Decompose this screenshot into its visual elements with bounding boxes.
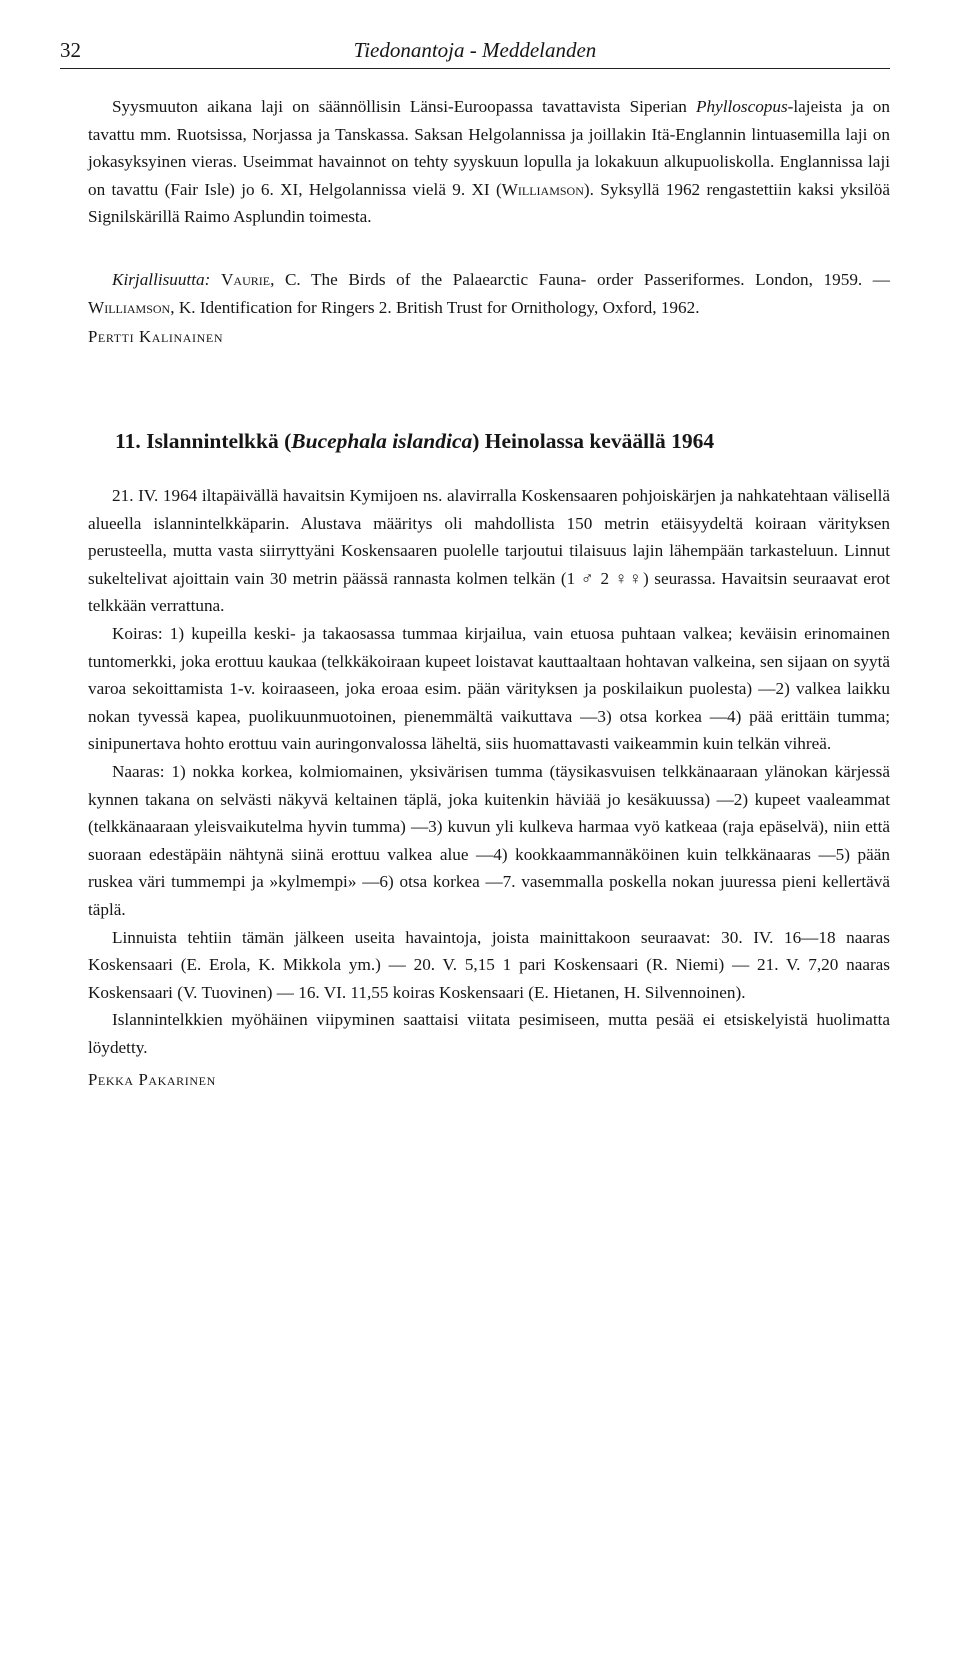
- article1-body-text-2: ). Syksyllä 1962 rengastettiin kaksi yksilöä Signilskärillä Raimo Asplundin toimesta.: [88, 179, 890, 227]
- genus-name: Phylloscopus: [696, 97, 788, 116]
- literature-ref-2: , K. Identification for Ringers 2. British Trust for Ornithology, Oxford, 1962.: [170, 297, 700, 317]
- running-title: Tiedonantoja - Meddelanden: [353, 38, 597, 62]
- literature-ref-1: , C. The Birds of the Palaearctic Fauna- order Passeriformes. London, 1959. —: [270, 270, 890, 289]
- article2-title-pre: Islannintelkkä (: [146, 429, 292, 453]
- page-number: 32: [60, 38, 81, 62]
- article2-author: Pekka Pakarinen: [88, 1070, 216, 1090]
- article2-title: [115, 429, 714, 454]
- article1-body-text: -lajeista ja on tavattu mm. Ruotsissa, Norjassa ja Tanskassa. Saksan Helgolannissa ja joillakin Itä-Englannin lintuasemilla laji on jokasyksyinen vieras. Useimmat havainnot on tehty syyskuun lopulla ja lokakuun alkupuoliskolla. Englannissa laji on tavattu (Fair Isle) jo 6. XI, Helgolannissa vielä 9. XI (: [88, 97, 890, 199]
- literature-paragraph: [88, 266, 890, 321]
- page-header: [60, 34, 890, 69]
- literature-block: [88, 266, 890, 351]
- article1-lead: Syysmuuton aikana laji on säännöllisin Länsi-Euroopassa tavattavista Siperian: [112, 97, 697, 116]
- article2-title-post: ) Heinolassa keväällä 1964: [472, 429, 715, 453]
- article1-body: [88, 93, 890, 231]
- literature-author-2: Williamson: [88, 297, 171, 317]
- article2-number: 11.: [115, 429, 141, 453]
- source-author: Williamson: [501, 179, 584, 199]
- article1-paragraph: [88, 93, 890, 231]
- article2-paragraph-1: 21. IV. 1964 iltapäivällä havaitsin Kymijoen ns. alavirralla Koskensaaren pohjoiskärjen ja nahkatehtaan välisellä alueella islannintelkkäparin. Alustava määritys oli mahdollista 150 metrin etäisyydeltä koiraan värityksen perusteella, mutta vasta siirryttyäni Koskensaaren puolelle tarjoutui tilaisuus lajin lähempään tarkasteluun. Linnut sukeltelivat ajoittain vain 30 metrin päässä rannasta kolmen telkän (1 ♂ 2 ♀♀) seurassa. Havaitsin seuraavat erot telkkään verrattuna.: [88, 486, 890, 616]
- article2-paragraph-4: Linnuista tehtiin tämän jälkeen useita havaintoja, joista mainittakoon seuraavat: 30. IV. 16—18 naaras Koskensaari (E. Erola, K. Mikkola ym.) — 20. V. 5,15 1 pari Koskensaari (R. Niemi) — 21. V. 7,20 naaras Koskensaari (V. Tuovinen) — 16. VI. 11,55 koiras Koskensaari (E. Hietanen, H. Silvennoinen).: [88, 927, 890, 1002]
- article2-body: [88, 482, 890, 1094]
- article1-author: Pertti Kalinainen: [88, 327, 224, 347]
- article2-paragraph-5: Islannintelkkien myöhäinen viipyminen saattaisi viitata pesimiseen, mutta pesää ei etsiskelyistä huolimatta löydetty.: [88, 1010, 890, 1057]
- literature-author-1: Vaurie: [220, 270, 271, 289]
- species-name: Bucephala islandica: [291, 429, 473, 453]
- article2-paragraph-2: Koiras: 1) kupeilla keski- ja takaosassa tummaa kirjailua, vain etuosa puhtaan valkea; keväisin erinomainen tuntomerkki, joka erottuu kaukaa (telkkäkoiraan kupeet loistavat kauttaaltaan hohtavan valkeina, sen sijaan on syytä varoa sekoittamista 1-v. koiraaseen, joka eroaa esim. pään värityksen ja poskilaikun puolesta) —2) valkea laikku nokan tyvessä kapea, puolikuunmuotoinen, pienemmältä vaikuttava —3) otsa korkea —4) pää erittäin tumma; sinipunertava hohto erottuu vain auringonvalossa läheltä, siis huomattavasti vaikeammin kuin telkän vihreä.: [88, 623, 890, 754]
- literature-label: Kirjallisuutta:: [112, 270, 211, 289]
- article2-paragraph-3: Naaras: 1) nokka korkea, kolmiomainen, yksivärisen tumma (täysikasvuisen telkkänaaraan ylänokan kärjessä kynnen takana on selvästi näkyvä keltainen täplä, joka kuitenkin häviää jo kesäkuussa) —2) kupeet vaaleammat (telkkänaaraan yleisvaikutelma hyvin tumma) —3) kuvun yli kulkeva harmaa vyö katkeaa (raja epäselvä), niin että suoraan edestäpäin nähtynä siinä erottuu valkea alue —4) kookkaammannäköinen kuin telkkänaaras —5) pään ruskea väri tummempi ja »kylmempi» —6) otsa korkea —7. vasemmalla poskella nokan juuressa pieni kellertävä täplä.: [88, 761, 890, 919]
